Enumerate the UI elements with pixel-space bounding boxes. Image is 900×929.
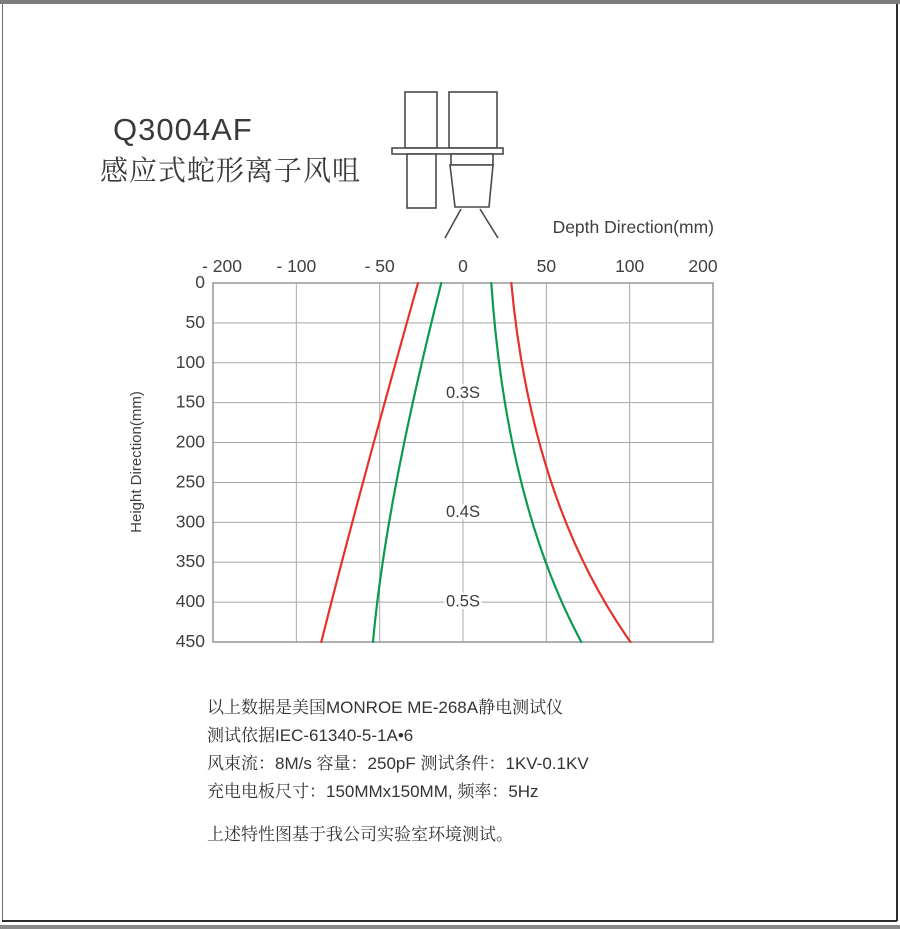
y-axis-title: Height Direction(mm) [128, 391, 145, 533]
y-tick-label: 200 [175, 431, 205, 452]
y-tick-label: 400 [175, 591, 205, 612]
product-model: Q3004AF [113, 112, 253, 147]
product-name: 感应式蛇形离子风咀 [100, 155, 362, 186]
y-tick-label: 50 [185, 311, 205, 332]
series-curve-green-boundary-left [373, 283, 441, 642]
x-axis-title: Depth Direction(mm) [552, 217, 714, 237]
note-line-2: 测试依据IEC-61340-5-1A•6 [207, 726, 414, 745]
x-tick-label: 100 [615, 256, 645, 276]
y-tick-label: 350 [175, 551, 205, 572]
x-tick-label: - 100 [276, 256, 317, 276]
series-curve-red-boundary-right [511, 283, 630, 642]
series-curve-green-boundary-right [491, 283, 581, 642]
x-tick-label: 200 [688, 256, 718, 276]
x-tick-label: - 200 [202, 256, 242, 276]
x-tick-label: 0 [458, 256, 468, 276]
note-line-1: 以上数据是美国MONROE ME-268A静电测试仪 [207, 698, 564, 717]
note-line-5: 上述特性图基于我公司实验室环境测试。 [207, 825, 513, 844]
y-tick-label: 300 [175, 511, 205, 532]
note-line-4: 充电电板尺寸：150MMx150MM, 频率：5Hz [207, 782, 539, 801]
contour-label: 0.5S [446, 592, 480, 611]
page-border-bottom [2, 920, 897, 922]
note-line-3: 风束流：8M/s 容量：250pF 测试条件：1KV-0.1KV [207, 754, 589, 773]
contour-label: 0.4S [446, 502, 480, 521]
contour-label: 0.3S [446, 384, 480, 403]
y-tick-label: 450 [175, 631, 205, 651]
y-tick-label: 150 [175, 391, 205, 412]
y-tick-label: 0 [195, 272, 205, 292]
x-tick-label: - 50 [364, 256, 395, 276]
test-notes [207, 694, 589, 849]
x-tick-label: 50 [536, 256, 557, 276]
y-tick-label: 250 [175, 471, 205, 492]
page-edge-bottom [0, 925, 900, 929]
y-tick-label: 100 [175, 351, 205, 372]
series-curve-red-boundary-left [321, 283, 418, 642]
